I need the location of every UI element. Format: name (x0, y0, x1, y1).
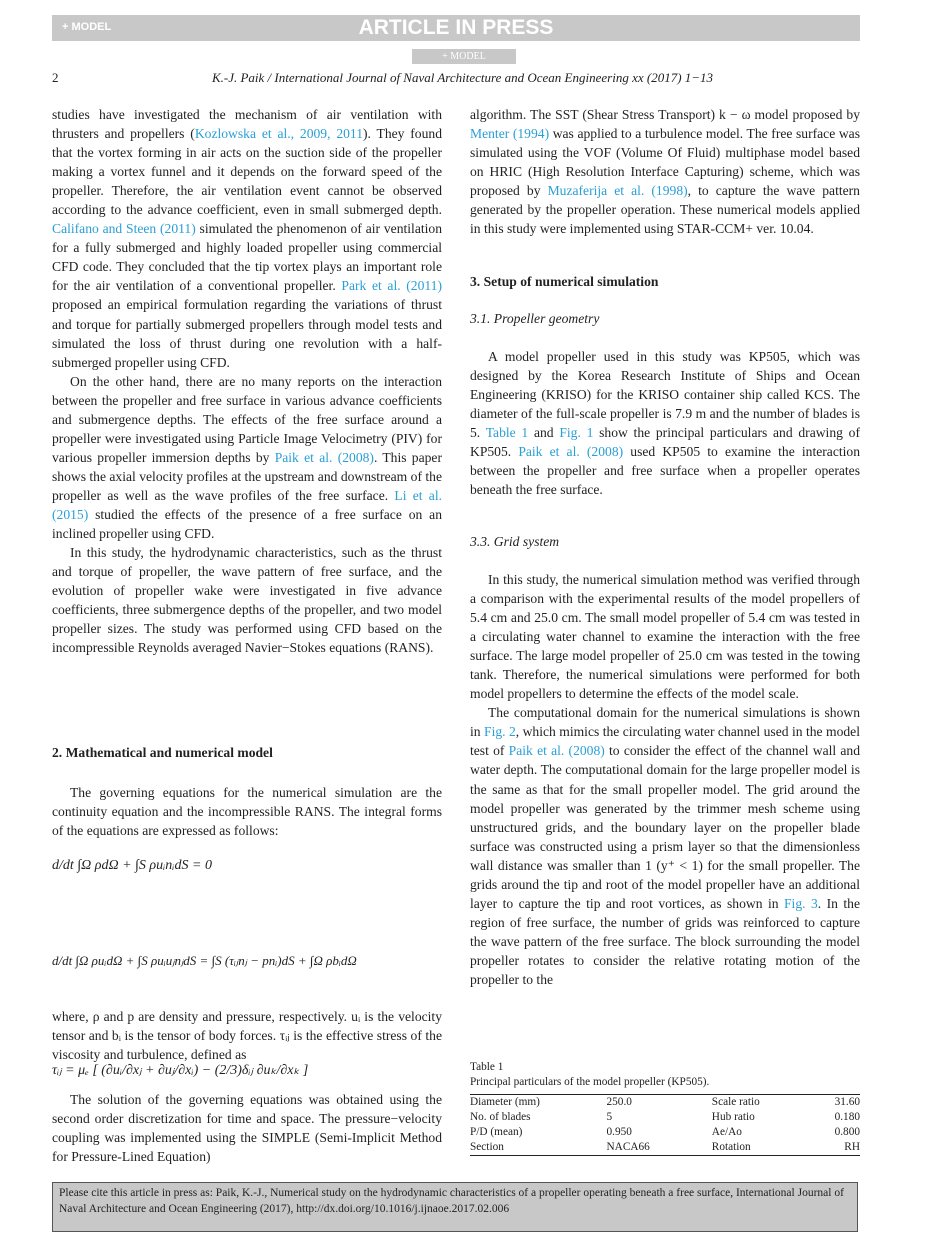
citation-link[interactable]: Fig. 3 (783, 895, 818, 911)
table-cell: RH (844, 1141, 860, 1153)
text-run: ). They found that the vortex forming in air acts on the suction side of the propeller making a vortex funnel and it depends on the forward speed of the propeller. Therefore, the air ventilation event cannot be observed according to the advance coefficient, even in small submerged depth. (52, 126, 442, 218)
text-run: and (528, 425, 560, 441)
text-run: was applied to a turbulence model. The free surface was simulated using the VOF (Volume Of Fluid) multiphase model based on HRIC (High Resolution Interface Capturing) scheme, which was proposed by (470, 126, 860, 199)
banner-title: ARTICLE IN PRESS (358, 16, 554, 39)
text-run: algorithm. The SST (Shear Stress Transport) k − ω model proposed by (470, 107, 860, 122)
text-run: In this study, the numerical simulation method was verified through a comparison with the experimental results of the model propellers of 5.4 cm and 25.0 cm. The small model propeller of 5.4 cm was tested in a circulating water channel to examine the interaction with the free surface. The large model propeller of 25.0 cm was tested in the towing tank. Therefore, the numerical simulations were performed for both model propellers to determine the effects of the model scale. (470, 572, 860, 702)
text-run: proposed an empirical formulation regarding the variations of thrust and torque for partially submerged propellers through model tests and simulated the loss of thrust during one revolution with a half-submerged propeller using CFD. (52, 297, 442, 370)
citation-link[interactable]: Fig. 1 (559, 425, 594, 441)
particulars-table (470, 1094, 860, 1156)
paragraph (470, 570, 860, 703)
citation-link[interactable]: Fig. 2 (484, 724, 516, 740)
citation-link[interactable]: Paik et al. (2008) (274, 449, 374, 465)
table-cell: Section (470, 1141, 504, 1153)
citation-link[interactable]: Menter (1994) (470, 126, 550, 142)
article-in-press-banner (52, 15, 860, 41)
text-run: show the principal particulars and drawing of KP505. (470, 425, 860, 460)
where-text (52, 1007, 442, 1064)
subsection-heading: 3.3. Grid system (470, 534, 560, 549)
table-cell: P/D (mean) (470, 1126, 523, 1138)
table-row (470, 1140, 860, 1156)
propeller-geometry-text (470, 347, 860, 499)
equation-continuity: d/dt ∫Ω ρdΩ + ∫S ρuᵢnᵢdS = 0 (52, 858, 212, 873)
table-cell: NACA66 (606, 1141, 650, 1153)
page-number: 2 (52, 70, 59, 85)
text-run: . This paper shows the axial velocity profiles at the upstream and downstream of the propeller as well as the wave profiles of the free surface. (52, 449, 442, 503)
running-head: K.-J. Paik / International Journal of Naval Architecture and Ocean Engineering xx (2017) 1−13 (211, 70, 714, 85)
paragraph (470, 347, 860, 499)
text-run: , which mimics the circulating water channel used in the model test of (470, 724, 860, 759)
text-run: In this study, the hydrodynamic characteristics, such as the thrust and torque of propeller, the wave pattern of free surface, and the evolution of propeller wake were investigated in five advance coefficients, three submergence depths of the propeller, and two model propeller sizes. The study was performed using CFD based on the incompressible Reynolds averaged Navier−Stokes equations (RANS). (52, 545, 442, 656)
citation-box: Please cite this article in press as: Paik, K.-J., Numerical study on the hydrodynamic characteristics of a propeller operating beneath a free surface, International Journal of Naval Architecture and Ocean Engineering (2017), http://dx.doi.org/10.1016/j.ijnaoe.2017.02.006 (52, 1182, 858, 1232)
paragraph: The governing equations for the numerical simulation are the continuity equation and the incompressible RANS. The integral forms of the equations are expressed as follows: (52, 785, 442, 839)
paragraph (52, 372, 442, 543)
paragraph (470, 703, 860, 989)
text-run: studied the effects of the presence of a free surface on an inclined propeller using CFD. (52, 506, 442, 542)
paragraph: where, ρ and p are density and pressure, respectively. uᵢ is the velocity tensor and bᵢ is the tensor of body forces. τᵢⱼ is the effective stress of the viscosity and turbulence, defined as (52, 1009, 442, 1063)
table-caption: Principal particulars of the model propeller (KP505). (470, 1076, 710, 1088)
section2-intro (52, 783, 442, 840)
text-run: The computational domain for the numerical simulations is shown in (470, 705, 860, 740)
text-run: , to capture the wave pattern generated by the propeller operation. These numerical models applied in this study were implemented using STAR-CCM+ ver. 10.04. (470, 183, 860, 237)
citation-link[interactable]: Kozlowska et al., 2009, 2011 (194, 126, 363, 142)
citation-link[interactable]: Li et al. (2015) (52, 487, 442, 522)
text-run: used KP505 to examine the interaction between the propeller and free surface when a propeller operates beneath the free surface. (470, 444, 860, 498)
table-cell: No. of blades (470, 1111, 531, 1123)
table-cell: 0.180 (834, 1111, 860, 1123)
banner-model-label: + MODEL (62, 21, 112, 33)
table-row (470, 1110, 860, 1125)
paragraph (52, 543, 442, 657)
table-cell: 250.0 (606, 1096, 632, 1108)
text-run: studies have investigated the mechanism of air ventilation with thrusters and propellers ( (52, 107, 442, 142)
table-1 (470, 1060, 860, 1156)
table-cell: 5 (606, 1111, 613, 1123)
table-cell: Diameter (mm) (470, 1096, 540, 1108)
paragraph: The solution of the governing equations was obtained using the second order discretization for time and space. The pressure−velocity coupling was implemented using the SIMPLE (Semi-Implicit Method for Pressure-Lined Equation) (52, 1092, 442, 1165)
table-cell: Rotation (711, 1141, 751, 1153)
table-cell: Hub ratio (711, 1111, 755, 1123)
text-run: simulated the phenomenon of air ventilation for a fully submerged and highly loaded propeller using commercial CFD code. They concluded that the tip vortex plays an important role for the air ventilation of a conventional propeller. (52, 221, 443, 294)
citation-link[interactable]: Califano and Steen (2011) (52, 221, 196, 237)
right-top (470, 105, 860, 238)
model-tag: + MODEL (412, 49, 516, 64)
equation-stress: τᵢⱼ = μₑ [ (∂uᵢ/∂xⱼ + ∂uⱼ/∂xᵢ) − (2/3)δᵢⱼ ∂uₖ/∂xₖ ] (52, 1063, 309, 1078)
section-heading: 2. Mathematical and numerical model (52, 745, 273, 760)
table-cell: Scale ratio (711, 1096, 760, 1108)
table-cell: 0.800 (834, 1126, 860, 1138)
table-cell: Ae/Ao (711, 1126, 742, 1138)
text-run: to consider the effect of the channel wall and water depth. The computational domain for the large propeller model is the same as that for the small propeller model. The grid around the model propeller was generated by the trimmer mesh scheme using unstructured grids, and the boundary layer on the propeller blade surface was constructed using a prism layer so that the dimensionless wall distance was smaller than 1 (y⁺ < 1) for the small propeller. The grids around the tip and root of the model propeller have an additional layer to capture the tip and root vortices, as shown in (470, 743, 861, 911)
section-heading: 3. Setup of numerical simulation (470, 274, 659, 289)
paragraph (52, 105, 442, 372)
equation-momentum: d/dt ∫Ω ρuᵢdΩ + ∫S ρuᵢuⱼnⱼdS = ∫S (τᵢⱼnⱼ − pnᵢ)dS + ∫Ω ρbᵢdΩ (52, 953, 357, 968)
table-cell: 31.60 (834, 1096, 860, 1108)
citation-link[interactable]: Muzaferija et al. (1998) (547, 183, 688, 199)
table-cell: 0.950 (606, 1126, 632, 1138)
text-run: A model propeller used in this study was KP505, which was designed by the Korea Research Institute of Ships and Ocean Engineering (KRISO) for the KRISO container ship called KCS. The diameter of the full-scale propeller is 7.9 m and the number of blades is 5. (470, 349, 860, 441)
citation-link[interactable]: Paik et al. (2008) (518, 444, 624, 460)
table-row (470, 1095, 860, 1111)
paragraph (470, 105, 860, 238)
table-label: Table 1 (470, 1061, 504, 1073)
solution-text (52, 1090, 442, 1166)
citation-link[interactable]: Park et al. (2011) (341, 278, 443, 294)
subsection-heading: 3.1. Propeller geometry (470, 311, 600, 326)
left-intro (52, 105, 442, 657)
citation-link[interactable]: Paik et al. (2008) (508, 743, 605, 759)
text-run: On the other hand, there are no many reports on the interaction between the propeller and free surface in various advance coefficients and submergence depths. The effects of the free surface around a propeller were investigated using Particle Image Velocimetry (PIV) for various propeller immersion depths by (52, 373, 442, 465)
citation-link[interactable]: Table 1 (485, 425, 529, 441)
table-row (470, 1125, 860, 1140)
text-run: . In the region of free surface, the number of grids was reinforced to capture the wave pattern of the free surface. The block surrounding the model propeller rotates to consider the relative rotating motion of the propeller to the (470, 895, 860, 987)
grid-system-text (470, 570, 860, 989)
